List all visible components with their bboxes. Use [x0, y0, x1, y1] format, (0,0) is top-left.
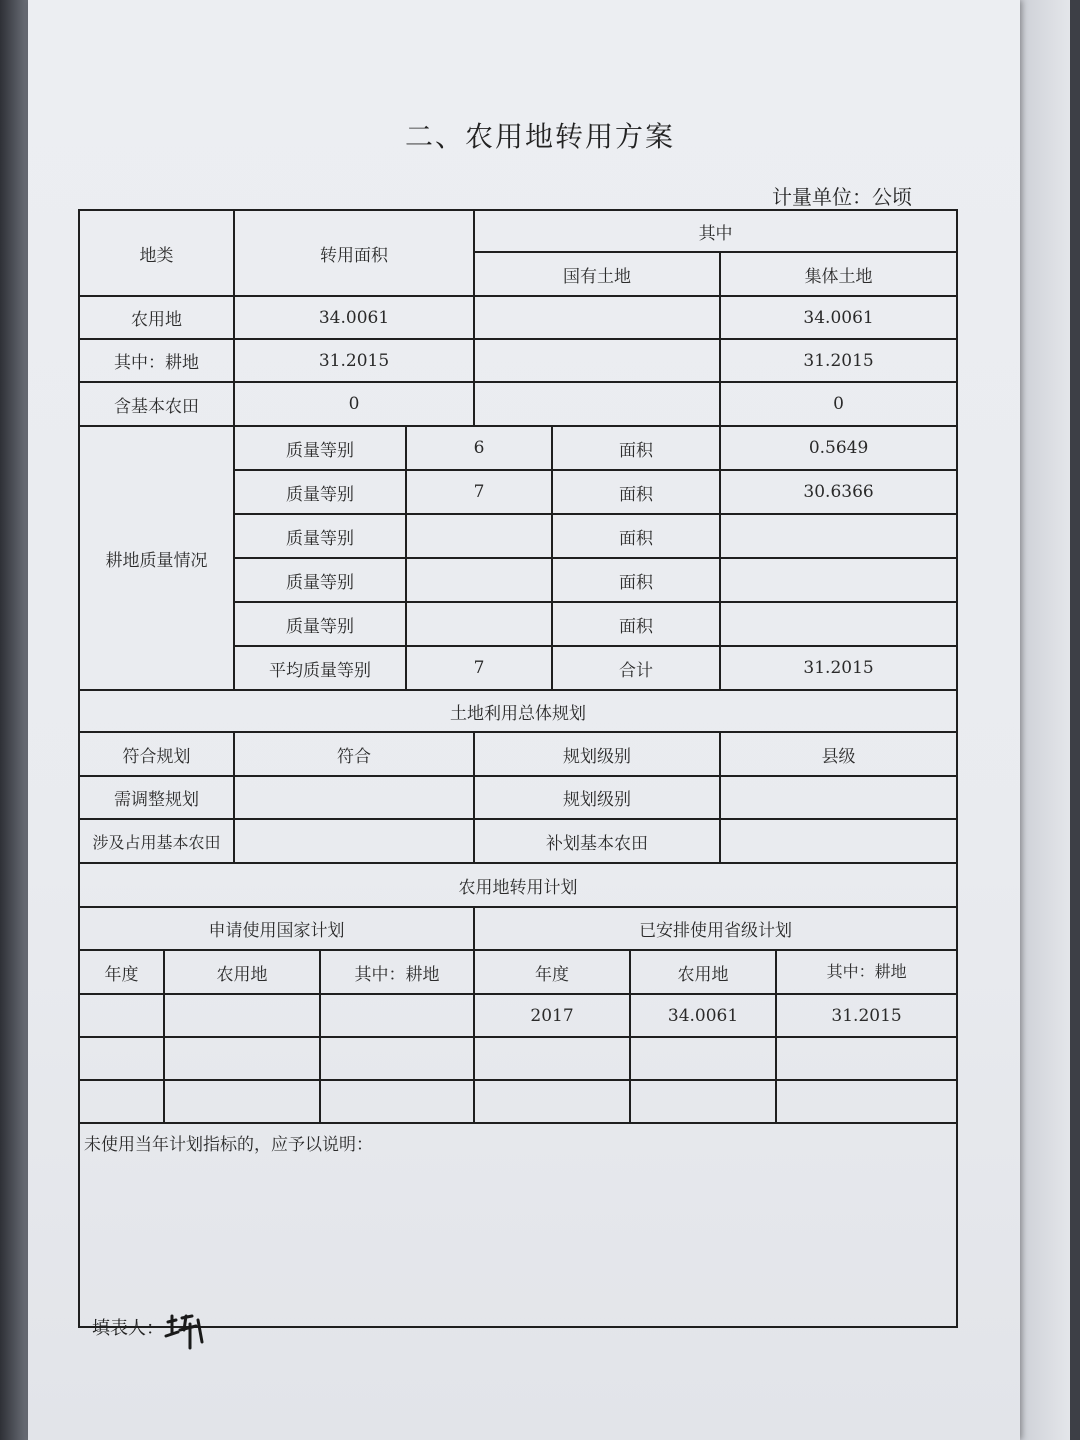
n-year: [79, 994, 164, 1037]
cell-area: 0: [234, 382, 474, 426]
cell-state: [474, 339, 720, 382]
desk-background: [0, 0, 28, 1440]
handwritten-signature: [162, 1312, 206, 1352]
conversion-plan-table: [78, 209, 958, 1328]
grade-value: 7: [406, 470, 552, 514]
grade-value: [406, 558, 552, 602]
p-cult: 31.2015: [776, 994, 957, 1037]
cell-area: 34.0061: [234, 296, 474, 339]
conform-label: 符合规划: [79, 732, 234, 776]
n-year: [79, 1080, 164, 1123]
n-cult: [320, 1037, 474, 1080]
table-row: [79, 382, 957, 426]
area-value: [720, 558, 957, 602]
table-row: [79, 426, 957, 470]
header-transfer-area: 转用面积: [234, 210, 474, 296]
cell-area: 31.2015: [234, 339, 474, 382]
n-agri: [164, 1037, 320, 1080]
col-year: 年度: [79, 950, 164, 994]
n-year: [79, 1037, 164, 1080]
row-label: 农用地: [79, 296, 234, 339]
supplement-value: [720, 819, 957, 863]
grade-value: 6: [406, 426, 552, 470]
grade-value: [406, 514, 552, 558]
header-collective-land: 集体土地: [720, 252, 957, 296]
national-plan-title: 申请使用国家计划: [79, 907, 474, 950]
conform-value: 符合: [234, 732, 474, 776]
grade-label: 质量等别: [234, 558, 406, 602]
quality-section-label: 耕地质量情况: [79, 426, 234, 690]
table-row: [79, 339, 957, 382]
table-row: [79, 296, 957, 339]
occupy-value: [234, 819, 474, 863]
col-agri: 农用地: [164, 950, 320, 994]
grade-label: 质量等别: [234, 514, 406, 558]
area-label: 面积: [552, 558, 720, 602]
header-state-land: 国有土地: [474, 252, 720, 296]
note-field: 未使用当年计划指标的，应予以说明：: [79, 1123, 957, 1327]
col-year-2: 年度: [474, 950, 630, 994]
p-agri: 34.0061: [630, 994, 776, 1037]
adjust-value: [234, 776, 474, 819]
level-label-2: 规划级别: [474, 776, 720, 819]
area-label: 面积: [552, 602, 720, 646]
n-cult: [320, 1080, 474, 1123]
grade-label: 质量等别: [234, 426, 406, 470]
table-row: [79, 732, 957, 776]
occupy-label: 涉及占用基本农田: [79, 819, 234, 863]
col-cult: 其中：耕地: [320, 950, 474, 994]
area-value: [720, 602, 957, 646]
avg-grade-label: 平均质量等别: [234, 646, 406, 690]
p-agri: [630, 1080, 776, 1123]
p-year: 2017: [474, 994, 630, 1037]
total-label: 合计: [552, 646, 720, 690]
n-agri: [164, 1080, 320, 1123]
header-land-type: 地类: [79, 210, 234, 296]
table-row: [79, 819, 957, 863]
row-label: 含基本农田: [79, 382, 234, 426]
grade-label: 质量等别: [234, 602, 406, 646]
page-title: 二、农用地转用方案: [404, 120, 675, 153]
n-cult: [320, 994, 474, 1037]
header-of-which: 其中: [474, 210, 957, 252]
level-value-2: [720, 776, 957, 819]
n-agri: [164, 994, 320, 1037]
area-label: 面积: [552, 514, 720, 558]
cell-collective: 34.0061: [720, 296, 957, 339]
level-label: 规划级别: [474, 732, 720, 776]
cell-collective: 0: [720, 382, 957, 426]
adjust-label: 需调整规划: [79, 776, 234, 819]
col-agri-2: 农用地: [630, 950, 776, 994]
table-row: [79, 1037, 957, 1080]
grade-label: 质量等别: [234, 470, 406, 514]
total-value: 31.2015: [720, 646, 957, 690]
p-year: [474, 1037, 630, 1080]
supplement-label: 补划基本农田: [474, 819, 720, 863]
col-cult-2: 其中：耕地: [776, 950, 957, 994]
table-row: [79, 776, 957, 819]
cell-collective: 31.2015: [720, 339, 957, 382]
planning-section-title: 土地利用总体规划: [79, 690, 957, 732]
plan-section-title: 农用地转用计划: [79, 863, 957, 907]
p-cult: [776, 1080, 957, 1123]
filler-label: 填表人：: [92, 1318, 164, 1339]
unit-label: 计量单位：公顷: [772, 185, 912, 209]
level-value: 县级: [720, 732, 957, 776]
area-value: 30.6366: [720, 470, 957, 514]
p-year: [474, 1080, 630, 1123]
area-label: 面积: [552, 470, 720, 514]
grade-value: [406, 602, 552, 646]
cell-state: [474, 382, 720, 426]
table-row: [79, 1080, 957, 1123]
area-label: 面积: [552, 426, 720, 470]
area-value: [720, 514, 957, 558]
p-cult: [776, 1037, 957, 1080]
p-agri: [630, 1037, 776, 1080]
table-row: [79, 994, 957, 1037]
row-label: 其中：耕地: [79, 339, 234, 382]
provincial-plan-title: 已安排使用省级计划: [474, 907, 957, 950]
avg-grade-value: 7: [406, 646, 552, 690]
area-value: 0.5649: [720, 426, 957, 470]
cell-state: [474, 296, 720, 339]
